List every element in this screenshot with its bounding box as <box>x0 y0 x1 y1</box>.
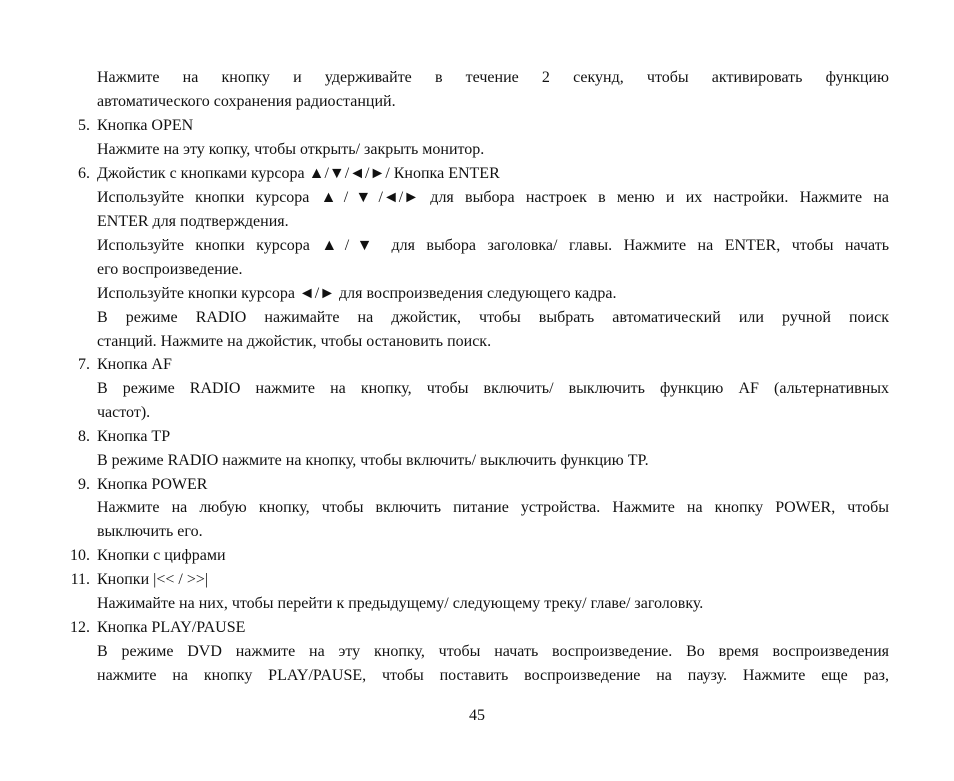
item-title-skip: Кнопки |<< / >>| <box>97 571 209 588</box>
item-title-digits: Кнопки с цифрами <box>97 547 226 564</box>
page-number: 45 <box>469 707 485 724</box>
item-text: Нажимайте на них, чтобы перейти к предыдущему/ следующему треку/ главе/ заголовку. <box>97 595 704 612</box>
item-title-open: Кнопка OPEN <box>97 117 194 134</box>
intro-line-2: автоматического сохранения радиостанций. <box>97 93 396 110</box>
item-title-tp: Кнопка TP <box>97 428 171 445</box>
item-text: В режиме RADIO нажимайте на джойстик, чтобы выбрать автоматический или ручной поиск <box>97 309 889 326</box>
item-number: 12. <box>70 619 90 636</box>
item-title-power: Кнопка POWER <box>97 476 208 493</box>
item-text: Нажмите на любую кнопку, чтобы включить питание устройства. Нажмите на кнопку POWER, чтобы <box>97 499 889 516</box>
item-number: 5. <box>78 117 90 134</box>
item-text: В режиме DVD нажмите на эту кнопку, чтобы начать воспроизведение. Во время воспроизведения <box>97 643 889 660</box>
item-text: Используйте кнопки курсора ◄/► для воспроизведения следующего кадра. <box>97 285 617 302</box>
item-text: Нажмите на эту копку, чтобы открыть/ закрыть монитор. <box>97 141 485 158</box>
intro-line-1: Нажмите на кнопку и удерживайте в течение 2 секунд, чтобы активировать функцию <box>97 69 889 86</box>
item-text: В режиме RADIO нажмите на кнопку, чтобы включить/ выключить функцию AF (альтернативных <box>97 380 889 397</box>
item-number: 6. <box>78 165 90 182</box>
item-title-play-pause: Кнопка PLAY/PAUSE <box>97 619 246 636</box>
item-text: частот). <box>97 404 151 421</box>
item-text: Используйте кнопки курсора ▲/▼ для выбора заголовка/ главы. Нажмите на ENTER, чтобы начать <box>97 237 889 254</box>
item-text: его воспроизведение. <box>97 261 243 278</box>
item-title-af: Кнопка AF <box>97 356 172 373</box>
item-title-joystick: Джойстик с кнопками курсора ▲/▼/◄/►/ Кнопка ENTER <box>97 165 500 182</box>
item-text: Используйте кнопки курсора ▲/▼/◄/► для выбора настроек в меню и их настройки. Нажмите на <box>97 189 889 206</box>
item-text: нажмите на кнопку PLAY/PAUSE, чтобы поставить воспроизведение на паузу. Нажмите еще раз, <box>97 667 889 684</box>
item-text: В режиме RADIO нажмите на кнопку, чтобы включить/ выключить функцию TP. <box>97 452 649 469</box>
item-text: ENTER для подтверждения. <box>97 213 289 230</box>
item-text: выключить его. <box>97 523 203 540</box>
item-number: 9. <box>78 476 90 493</box>
item-number: 11. <box>70 571 90 588</box>
item-number: 7. <box>78 356 90 373</box>
item-number: 10. <box>70 547 90 564</box>
item-number: 8. <box>78 428 90 445</box>
item-text: станций. Нажмите на джойстик, чтобы остановить поиск. <box>97 333 492 350</box>
